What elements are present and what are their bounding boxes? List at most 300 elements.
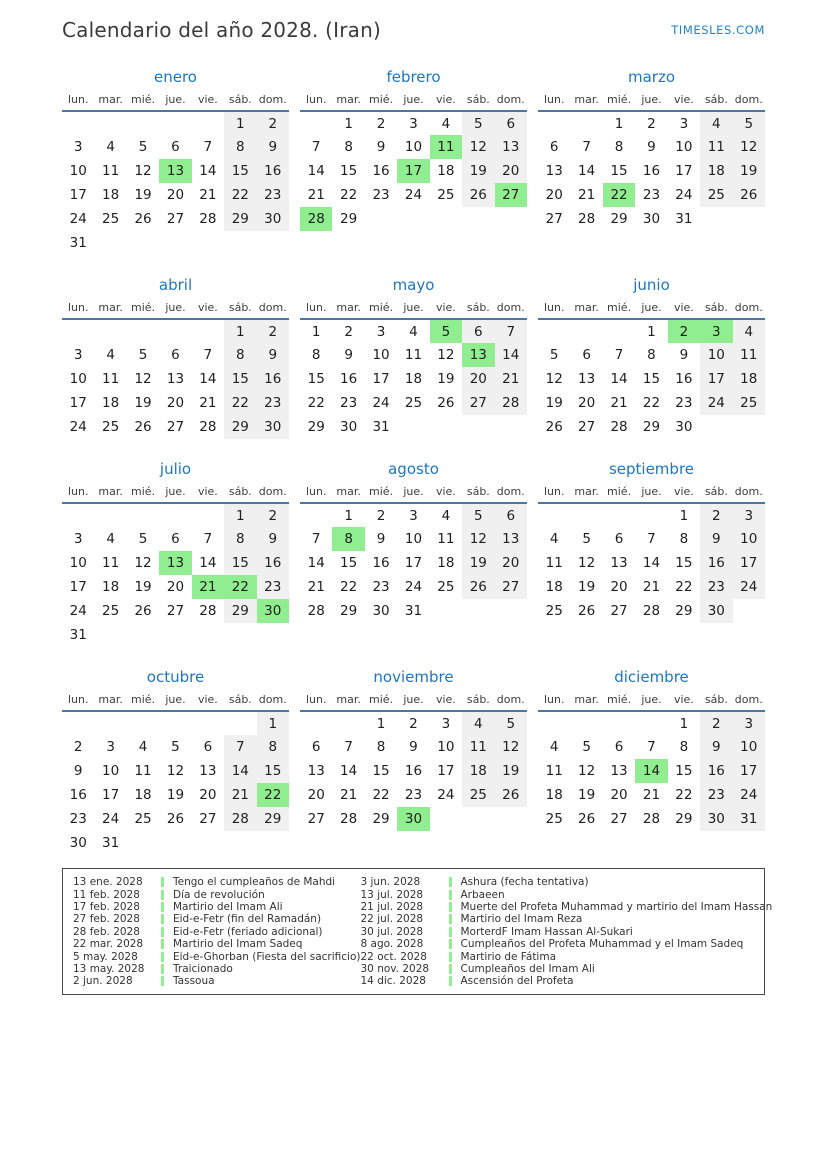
day-cell: 11: [134, 763, 152, 779]
day-header: lun.: [62, 301, 94, 319]
day-cell: 6: [582, 347, 591, 363]
legend-date: 5 may. 2028: [73, 950, 138, 963]
day-cell: 29: [257, 807, 289, 831]
legend-label: Tassoua: [173, 975, 215, 988]
day-cell: 15: [224, 159, 256, 183]
month-noviembre: [300, 668, 527, 831]
day-cell: 3: [376, 323, 386, 340]
empty-cell: [257, 623, 289, 647]
legend-entry: [73, 926, 361, 938]
day-cell: 13: [462, 343, 494, 367]
day-cell: 9: [257, 135, 289, 159]
day-cell: 13: [199, 763, 217, 779]
day-cell: 8: [224, 135, 256, 159]
day-cell: 6: [614, 739, 624, 755]
day-cell: 17: [69, 395, 87, 411]
day-header: mié.: [365, 485, 397, 503]
day-cell: 14: [495, 343, 527, 367]
day-cell: 19: [578, 787, 596, 803]
day-cell: 23: [257, 183, 289, 207]
empty-cell: [192, 111, 224, 135]
day-cell: 8: [614, 139, 624, 155]
empty-cell: [495, 807, 527, 831]
empty-cell: [159, 319, 191, 343]
legend-tick: [161, 890, 164, 900]
legend-date: 2 jun. 2028: [73, 975, 133, 988]
day-cell: 10: [69, 555, 87, 571]
month-title: septiembre: [608, 460, 695, 478]
day-cell: 5: [430, 319, 462, 343]
day-cell: 7: [495, 319, 527, 343]
day-header: lun.: [300, 485, 332, 503]
day-cell: 25: [700, 183, 732, 207]
day-cell: 14: [307, 163, 325, 179]
legend-date: 14 dic. 2028: [360, 975, 426, 988]
day-header: vie.: [192, 693, 224, 711]
day-cell: 1: [647, 323, 656, 340]
day-cell: 9: [647, 139, 656, 155]
day-cell: 28: [578, 211, 596, 227]
day-cell: 7: [344, 739, 353, 755]
day-header: mar.: [570, 485, 602, 503]
day-cell: 1: [224, 503, 256, 527]
day-cell: 12: [733, 135, 765, 159]
day-cell: 8: [647, 347, 656, 363]
month-title: octubre: [146, 668, 205, 686]
day-header: sáb.: [224, 485, 256, 503]
empty-cell: [538, 711, 570, 735]
day-cell: 30: [257, 599, 289, 623]
day-cell: 9: [409, 739, 418, 755]
day-cell: 14: [199, 371, 217, 387]
empty-cell: [365, 207, 397, 231]
empty-cell: [159, 623, 191, 647]
day-cell: 3: [733, 503, 765, 527]
empty-cell: [570, 319, 602, 343]
legend-date: 21 jul. 2028: [360, 900, 424, 913]
day-header: lun.: [300, 693, 332, 711]
day-cell: 20: [578, 395, 596, 411]
day-cell: 13: [307, 763, 325, 779]
day-cell: 15: [224, 551, 256, 575]
day-header: jue.: [159, 301, 191, 319]
day-cell: 12: [134, 163, 152, 179]
day-header: mar.: [570, 693, 602, 711]
day-cell: 12: [495, 735, 527, 759]
day-cell: 16: [372, 555, 390, 571]
day-cell: 10: [69, 163, 87, 179]
day-cell: 23: [372, 579, 390, 595]
day-cell: 26: [462, 183, 494, 207]
day-cell: 6: [462, 319, 494, 343]
day-header: mié.: [365, 693, 397, 711]
day-header: mié.: [127, 693, 159, 711]
day-cell: 13: [495, 135, 527, 159]
day-header: vie.: [668, 693, 700, 711]
empty-cell: [430, 415, 462, 439]
empty-cell: [495, 599, 527, 623]
day-cell: 6: [495, 503, 527, 527]
day-header: mar.: [570, 93, 602, 111]
day-header: mar.: [332, 485, 364, 503]
legend-tick: [449, 976, 452, 986]
day-header: jue.: [635, 301, 667, 319]
empty-cell: [495, 415, 527, 439]
day-cell: 20: [199, 787, 217, 803]
day-cell: 22: [224, 183, 256, 207]
legend-label: Ashura (fecha tentativa): [460, 876, 589, 889]
day-cell: 27: [166, 211, 185, 227]
day-cell: 13: [610, 763, 628, 779]
legend-tick: [161, 952, 164, 962]
legend-tick: [161, 976, 164, 986]
day-header: sáb.: [700, 301, 732, 319]
site-link[interactable]: TIMESLES.COM: [671, 23, 765, 37]
empty-cell: [603, 711, 635, 735]
day-header: jue.: [635, 693, 667, 711]
legend-entry: [73, 938, 361, 950]
empty-cell: [159, 231, 191, 255]
legend-tick: [161, 927, 164, 937]
day-cell: 8: [332, 527, 364, 551]
day-cell: 26: [134, 211, 152, 227]
day-cell: 9: [344, 347, 353, 363]
day-cell: 28: [224, 807, 256, 831]
day-cell: 11: [545, 763, 563, 779]
day-cell: 15: [372, 763, 390, 779]
day-header: jue.: [159, 93, 191, 111]
legend-date: 8 ago. 2028: [360, 938, 424, 951]
day-cell: 5: [462, 111, 494, 135]
day-cell: 18: [437, 555, 455, 571]
legend-label: Martirio de Fátima: [460, 950, 557, 963]
empty-cell: [127, 231, 159, 255]
legend-entry: [361, 876, 773, 888]
day-cell: 28: [300, 207, 332, 231]
day-cell: 19: [462, 551, 494, 575]
topbar: [62, 18, 765, 42]
day-cell: 24: [733, 783, 765, 807]
day-cell: 5: [462, 503, 494, 527]
day-cell: 15: [610, 163, 628, 179]
day-cell: 26: [437, 395, 455, 411]
month-agosto: [300, 460, 527, 623]
day-cell: 4: [733, 319, 765, 343]
legend-entry: [73, 876, 361, 888]
day-cell: 11: [404, 347, 423, 363]
day-cell: 22: [224, 391, 256, 415]
legend-date: 28 feb. 2028: [73, 925, 140, 938]
day-cell: 29: [642, 419, 661, 435]
day-cell: 31: [404, 603, 423, 619]
day-header: lun.: [62, 693, 94, 711]
empty-cell: [495, 207, 527, 231]
day-header: vie.: [192, 93, 224, 111]
day-cell: 30: [675, 419, 693, 435]
day-header: mar.: [94, 485, 126, 503]
month-grid: [538, 93, 765, 231]
empty-cell: [733, 599, 765, 623]
day-cell: 22: [340, 187, 358, 203]
day-header: mié.: [127, 93, 159, 111]
day-header: vie.: [192, 301, 224, 319]
day-cell: 1: [376, 715, 386, 732]
day-cell: 10: [404, 531, 423, 547]
day-cell: 25: [404, 395, 423, 411]
day-cell: 8: [679, 739, 689, 755]
day-cell: 22: [675, 579, 693, 595]
empty-cell: [257, 831, 289, 855]
day-header: jue.: [397, 301, 429, 319]
legend-label: Martirio del Imam Sadeq: [173, 938, 303, 951]
day-cell: 3: [733, 711, 765, 735]
day-cell: 17: [437, 763, 455, 779]
month-septiembre: [538, 460, 765, 623]
day-cell: 23: [700, 783, 732, 807]
day-header: dom.: [495, 301, 527, 319]
legend-label: MorterdF Imam Hassan Al-Sukari: [460, 925, 633, 938]
legend-entry: [361, 963, 773, 975]
day-cell: 31: [69, 235, 87, 251]
empty-cell: [94, 319, 126, 343]
legend-label: Cumpleaños del Imam Ali: [460, 962, 595, 975]
day-header: mar.: [332, 93, 364, 111]
day-header: mar.: [94, 301, 126, 319]
day-header: sáb.: [700, 693, 732, 711]
day-cell: 8: [257, 735, 289, 759]
day-cell: 21: [199, 395, 217, 411]
legend-entry: [73, 950, 361, 962]
day-cell: 1: [311, 323, 321, 340]
day-cell: 10: [404, 139, 423, 155]
day-header: mié.: [603, 93, 635, 111]
month-octubre: [62, 668, 289, 855]
empty-cell: [94, 231, 126, 255]
day-cell: 18: [700, 159, 732, 183]
day-cell: 30: [372, 603, 390, 619]
day-cell: 3: [409, 507, 418, 524]
day-cell: 20: [166, 187, 185, 203]
day-cell: 11: [102, 163, 120, 179]
empty-cell: [430, 807, 462, 831]
day-cell: 4: [462, 711, 494, 735]
day-cell: 25: [437, 187, 455, 203]
month-grid: [538, 485, 765, 623]
day-header: sáb.: [224, 93, 256, 111]
day-header: dom.: [733, 485, 765, 503]
day-cell: 18: [102, 579, 120, 595]
month-title: julio: [159, 460, 192, 478]
day-cell: 19: [166, 787, 185, 803]
day-cell: 12: [462, 135, 494, 159]
empty-cell: [462, 207, 494, 231]
day-cell: 2: [700, 503, 732, 527]
legend-label: Eid-e-Fetr (fin del Ramadán): [173, 913, 322, 926]
month-grid: [62, 301, 289, 439]
empty-cell: [192, 319, 224, 343]
day-header: mié.: [127, 485, 159, 503]
day-cell: 22: [307, 395, 325, 411]
day-header: lun.: [62, 485, 94, 503]
day-header: vie.: [430, 301, 462, 319]
empty-cell: [733, 415, 765, 439]
day-cell: 5: [549, 347, 559, 363]
day-cell: 23: [69, 811, 87, 827]
day-header: jue.: [635, 485, 667, 503]
day-cell: 14: [635, 759, 667, 783]
day-cell: 27: [307, 811, 325, 827]
day-cell: 11: [700, 135, 732, 159]
day-header: lun.: [538, 93, 570, 111]
day-cell: 17: [733, 551, 765, 575]
legend-date: 3 jun. 2028: [360, 876, 421, 889]
empty-cell: [538, 319, 570, 343]
day-cell: 28: [340, 811, 358, 827]
day-cell: 21: [610, 395, 628, 411]
day-cell: 18: [134, 787, 152, 803]
legend-entry: [73, 963, 361, 975]
day-cell: 3: [73, 139, 83, 155]
day-cell: 13: [159, 159, 191, 183]
day-cell: 6: [171, 531, 180, 547]
day-cell: 15: [340, 163, 358, 179]
day-cell: 29: [224, 599, 256, 623]
day-cell: 30: [700, 807, 732, 831]
day-cell: 11: [430, 135, 462, 159]
day-cell: 2: [668, 319, 700, 343]
day-header: vie.: [668, 485, 700, 503]
day-header: jue.: [159, 693, 191, 711]
day-cell: 23: [675, 395, 693, 411]
day-cell: 19: [495, 759, 527, 783]
day-cell: 29: [610, 211, 628, 227]
legend-tick: [449, 914, 452, 924]
day-cell: 26: [578, 811, 596, 827]
day-cell: 4: [106, 531, 115, 547]
day-header: jue.: [397, 485, 429, 503]
legend-entry: [73, 975, 361, 987]
day-header: mar.: [94, 93, 126, 111]
empty-cell: [257, 231, 289, 255]
day-cell: 3: [73, 531, 83, 547]
day-cell: 22: [224, 575, 256, 599]
day-cell: 30: [340, 419, 358, 435]
day-cell: 9: [257, 343, 289, 367]
day-cell: 17: [69, 187, 87, 203]
day-cell: 23: [340, 395, 358, 411]
day-header: dom.: [257, 693, 289, 711]
empty-cell: [700, 207, 732, 231]
empty-cell: [159, 711, 191, 735]
day-cell: 16: [257, 159, 289, 183]
day-header: jue.: [397, 93, 429, 111]
day-cell: 11: [462, 735, 494, 759]
empty-cell: [192, 623, 224, 647]
day-cell: 16: [700, 759, 732, 783]
day-cell: 5: [495, 711, 527, 735]
day-cell: 24: [102, 811, 120, 827]
legend-label: Ascensión del Profeta: [460, 975, 574, 988]
day-cell: 5: [733, 111, 765, 135]
day-cell: 10: [733, 735, 765, 759]
day-header: dom.: [495, 485, 527, 503]
legend-label: Eid-e-Ghorban (Fiesta del sacrificio): [173, 950, 361, 963]
day-cell: 7: [311, 531, 321, 547]
day-cell: 5: [138, 531, 148, 547]
day-cell: 4: [138, 739, 148, 755]
empty-cell: [224, 623, 256, 647]
empty-cell: [159, 111, 191, 135]
day-header: lun.: [62, 93, 94, 111]
day-cell: 23: [700, 575, 732, 599]
day-cell: 27: [610, 603, 628, 619]
day-cell: 18: [102, 187, 120, 203]
day-cell: 29: [340, 603, 358, 619]
day-cell: 10: [437, 739, 455, 755]
day-cell: 27: [578, 419, 596, 435]
day-cell: 1: [614, 115, 624, 132]
day-header: sáb.: [462, 301, 494, 319]
day-cell: 2: [257, 319, 289, 343]
day-cell: 21: [307, 579, 325, 595]
day-cell: 9: [700, 735, 732, 759]
day-header: mié.: [603, 485, 635, 503]
day-cell: 26: [545, 419, 563, 435]
month-abril: [62, 276, 289, 439]
day-cell: 21: [307, 187, 325, 203]
day-cell: 1: [257, 711, 289, 735]
day-header: lun.: [538, 485, 570, 503]
day-header: mar.: [570, 301, 602, 319]
day-cell: 22: [257, 783, 289, 807]
empty-cell: [62, 319, 94, 343]
day-cell: 30: [642, 211, 661, 227]
day-cell: 10: [372, 347, 390, 363]
day-cell: 15: [224, 367, 256, 391]
day-cell: 31: [69, 627, 87, 643]
legend-entry: [361, 926, 773, 938]
month-title: agosto: [388, 460, 439, 478]
empty-cell: [192, 711, 224, 735]
day-cell: 31: [675, 211, 693, 227]
day-cell: 26: [733, 183, 765, 207]
empty-cell: [94, 503, 126, 527]
empty-cell: [224, 831, 256, 855]
day-cell: 26: [578, 603, 596, 619]
month-grid: [300, 93, 527, 231]
day-cell: 22: [642, 395, 661, 411]
month-title: junio: [633, 276, 670, 294]
day-header: sáb.: [224, 693, 256, 711]
day-cell: 26: [134, 419, 152, 435]
legend-entry: [361, 913, 773, 925]
day-cell: 11: [437, 531, 455, 547]
day-cell: 14: [642, 555, 661, 571]
day-cell: 19: [134, 187, 152, 203]
legend-entry: [73, 913, 361, 925]
day-cell: 30: [257, 415, 289, 439]
day-cell: 9: [700, 527, 732, 551]
day-cell: 14: [307, 555, 325, 571]
day-cell: 1: [344, 115, 353, 132]
legend-tick: [161, 877, 164, 887]
day-cell: 23: [642, 187, 661, 203]
day-header: sáb.: [224, 301, 256, 319]
day-header: sáb.: [462, 693, 494, 711]
day-cell: 12: [578, 763, 596, 779]
day-cell: 13: [578, 371, 596, 387]
day-cell: 21: [642, 579, 661, 595]
